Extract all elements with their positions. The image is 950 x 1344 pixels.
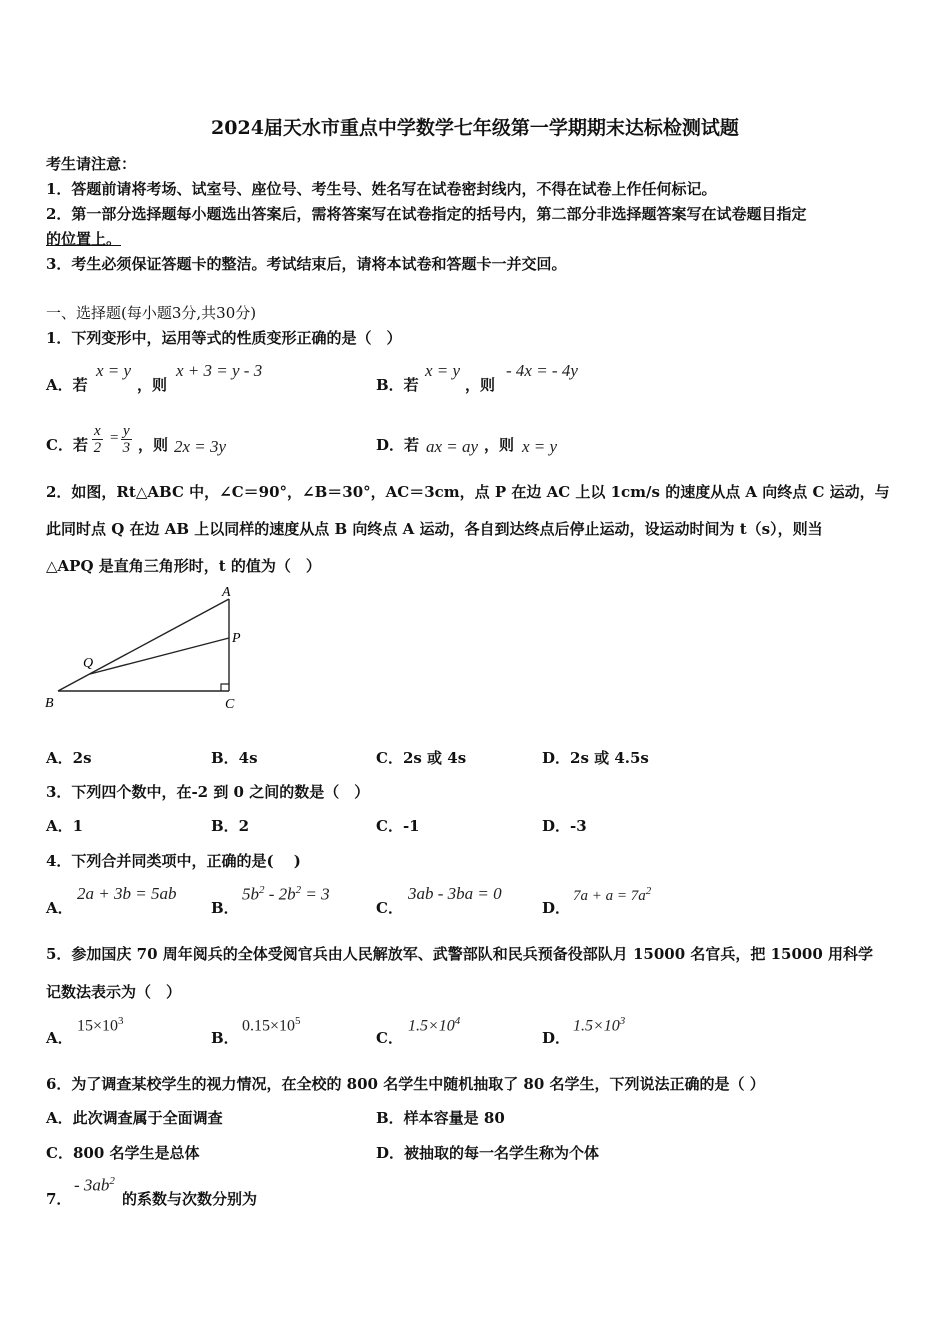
q5-a-expr: $15\times 10^3$ — [77, 1015, 124, 1035]
q1-c-frac-x: $\frac{x}{2}$ — [93, 423, 102, 456]
q3-option-c: C．-1 — [376, 817, 420, 835]
right-angle-mark — [221, 684, 229, 691]
q1-a-label: A．若 — [46, 376, 88, 394]
q3-option-b: B．2 — [211, 817, 250, 835]
q5-line-2: 记数法表示为（ ） — [46, 983, 182, 1001]
notice-2a: 2．第一部分选择题每小题选出答案后，需将答案写在试卷指定的括号内，第二部分非选择题答案写在试卷题目指定 — [46, 205, 807, 223]
q2-option-d: D．2s 或 4.5s — [542, 749, 649, 767]
q5-c-label: C． — [376, 1029, 403, 1047]
q2-line-1: 2．如图，Rt△ABC 中，∠C＝90°，∠B＝30°，AC＝3cm，点 P 在边 AC 上以 1cm/s 的速度从点 A 向终点 C 运动，与 — [46, 483, 890, 501]
q7-expr: - $3ab^2$ — [74, 1175, 115, 1195]
q3-stem: 3．下列四个数中，在-2 到 0 之间的数是（ ） — [46, 783, 370, 801]
label-q: Q — [83, 656, 94, 671]
label-a: A — [222, 585, 231, 600]
triangle-figure — [40, 580, 250, 715]
q5-d-label: D． — [542, 1029, 571, 1047]
q1-b-cond: x = y — [425, 361, 461, 380]
q4-a-label: A． — [46, 899, 73, 917]
q3-option-a: A．1 — [46, 817, 84, 835]
q7-number: 7． — [46, 1190, 72, 1208]
q6-option-d: D．被抽取的每一名学生称为个体 — [376, 1144, 600, 1162]
notice-2b: 的位置上。 — [46, 230, 122, 248]
q1-stem: 1．下列变形中，运用等式的性质变形正确的是（ ） — [46, 329, 402, 347]
q5-c-expr: $1.5\times 10^4$ — [408, 1015, 461, 1035]
q4-b-label: B． — [211, 899, 239, 917]
q5-line-1: 5．参加国庆 70 周年阅兵的全体受阅官兵由人民解放军、武警部队和民兵预备役部队月 15000 名官兵，把 15000 用科学 — [46, 945, 874, 963]
q1-c-equals: = — [110, 430, 119, 446]
q2-option-c: C．2s 或 4s — [376, 749, 467, 767]
q1-c-label: C．若 — [46, 436, 88, 454]
q4-stem: 4．下列合并同类项中，正确的是( ) — [46, 852, 301, 870]
q1-c-frac-y: $\frac{y}{3}$ — [122, 423, 131, 456]
q1-b-result: - 4x = - 4y — [506, 361, 578, 380]
q4-c-expr: 3ab - 3ba = 0 — [408, 884, 502, 903]
q1-d-result: x = y — [522, 437, 558, 456]
q1-c-then: ，则 — [138, 436, 169, 454]
q4-d-expr: $7a + a = 7a^2$ — [573, 885, 652, 904]
q1-c-result: 2x = 3y — [174, 437, 227, 456]
q4-a-expr: 2a + 3b = 5ab — [77, 884, 177, 903]
q7-stem: 的系数与次数分别为 — [122, 1190, 258, 1208]
q6-option-c: C．800 名学生是总体 — [46, 1144, 200, 1162]
label-c: C — [225, 697, 235, 712]
q2-line-3: △APQ 是直角三角形时，t 的值为（ ） — [46, 557, 321, 575]
notice-3: 3．考生必须保证答题卡的整洁。考试结束后，请将本试卷和答题卡一并交回。 — [46, 255, 567, 273]
q2-option-a: A．2s — [46, 749, 92, 767]
label-b: B — [45, 696, 54, 711]
q6-option-a: A．此次调查属于全面调查 — [46, 1109, 223, 1127]
q1-a-then: ，则 — [137, 376, 168, 394]
q1-a-cond: x = y — [96, 361, 132, 380]
q1-a-result: x + 3 = y - 3 — [176, 361, 263, 380]
section-heading: 一、选择题(每小题3分,共30分) — [46, 304, 257, 322]
q6-option-b: B．样本容量是 80 — [376, 1109, 505, 1127]
q1-d-then: ，则 — [484, 436, 515, 454]
q5-b-expr: $0.15\times 10^5$ — [242, 1015, 301, 1035]
notice-1: 1．答题前请将考场、试室号、座位号、考生号、姓名写在试卷密封线内，不得在试卷上作任何标记。 — [46, 180, 717, 198]
q5-d-expr: $1.5\times 10^3$ — [573, 1015, 626, 1035]
q3-option-d: D．-3 — [542, 817, 587, 835]
q1-d-cond: ax = ay — [426, 437, 479, 456]
q4-d-label: D． — [542, 899, 571, 917]
q1-d-label: D．若 — [376, 436, 420, 454]
page-title: 2024届天水市重点中学数学七年级第一学期期末达标检测试题 — [211, 117, 739, 139]
q6-stem: 6．为了调查某校学生的视力情况，在全校的 800 名学生中随机抽取了 80 名学生，下列说法正确的是（ ） — [46, 1075, 765, 1093]
q5-b-label: B． — [211, 1029, 239, 1047]
q2-line-2: 此同时点 Q 在边 AB 上以同样的速度从点 B 向终点 A 运动，各自到达终点后停止运动，设运动时间为 t（s），则当 — [46, 520, 823, 538]
notice-heading: 考生请注意： — [46, 155, 137, 173]
label-p: P — [232, 631, 241, 646]
q1-b-then: ，则 — [465, 376, 496, 394]
q5-a-label: A． — [46, 1029, 73, 1047]
segment-pq — [90, 638, 229, 674]
q4-b-expr: $5b^2 - 2b^2 = 3$ — [242, 884, 330, 904]
q1-b-label: B．若 — [376, 376, 419, 394]
q2-option-b: B．4s — [211, 749, 258, 767]
q4-c-label: C． — [376, 899, 403, 917]
